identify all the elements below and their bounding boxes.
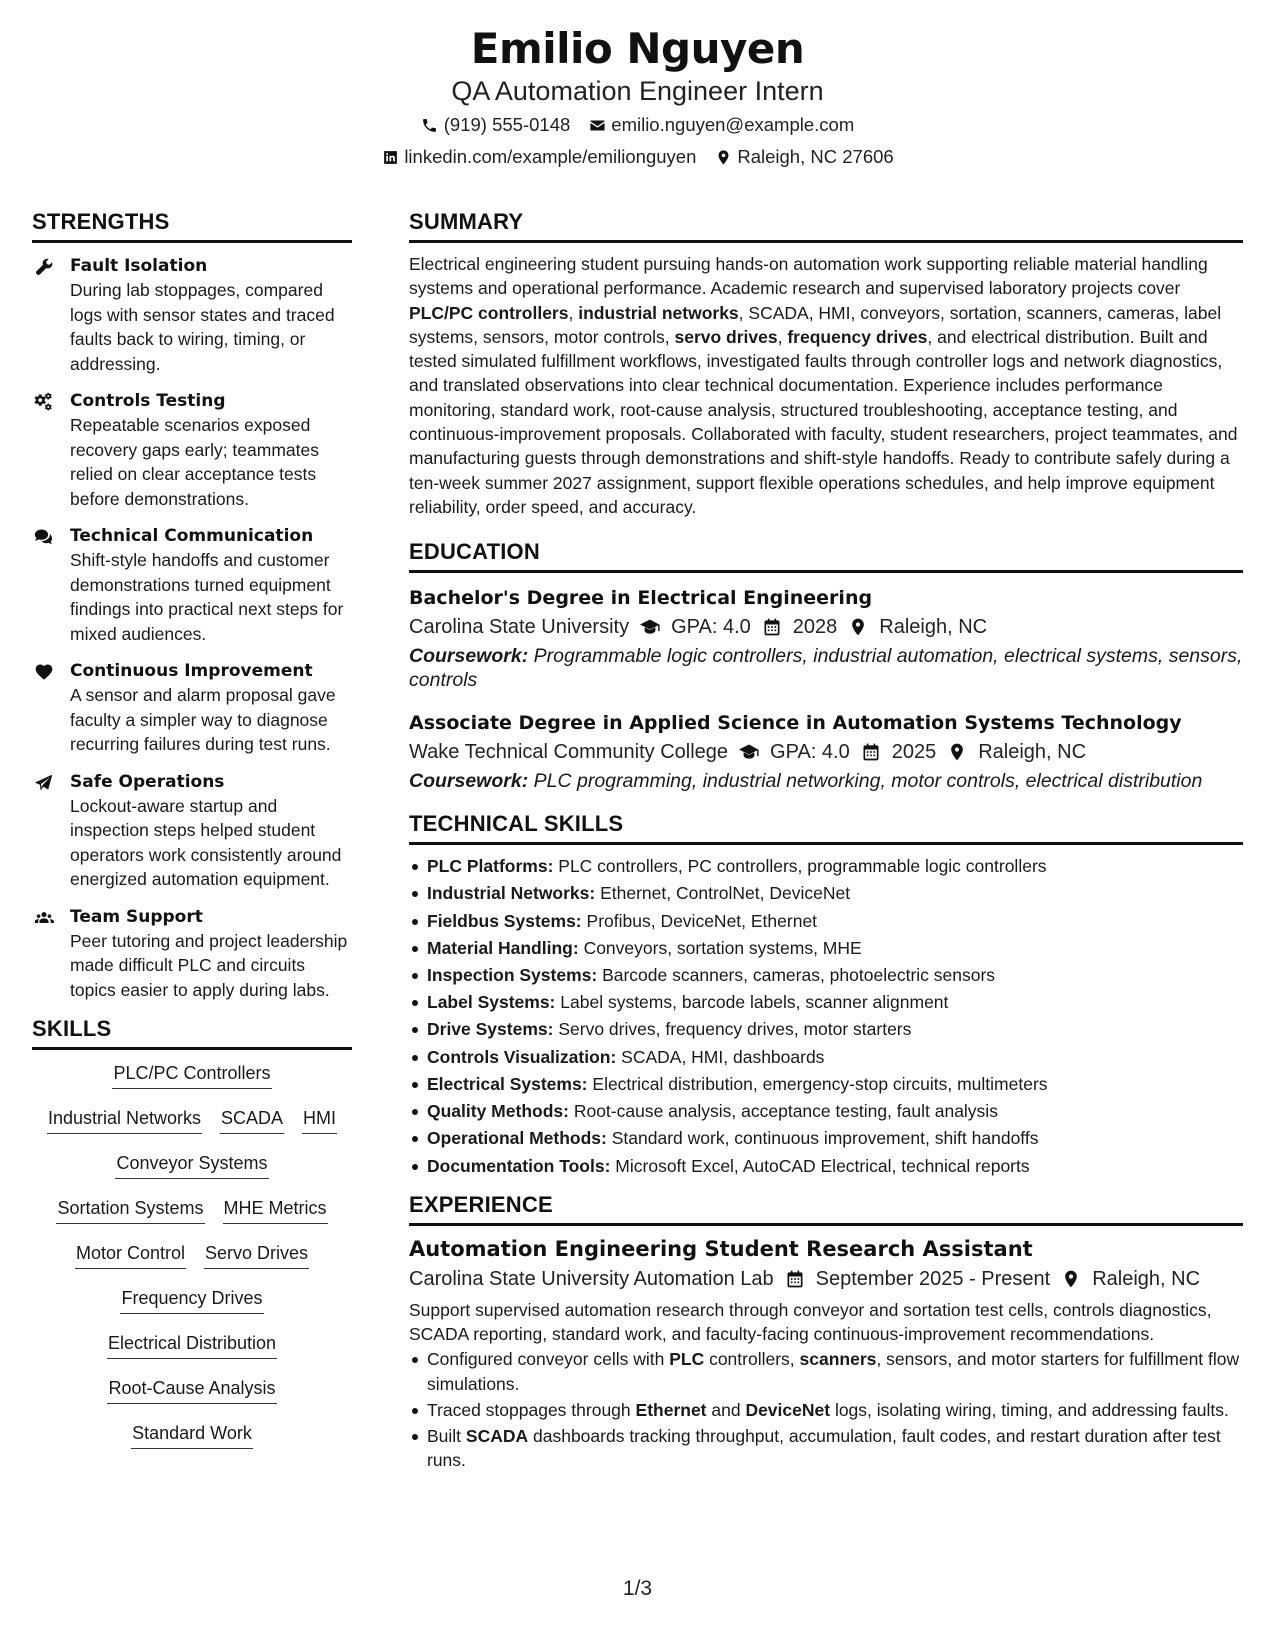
technical-skill-label: Drive Systems: [427,1019,554,1040]
skill-tag: Sortation Systems [56,1195,204,1224]
technical-skill-item [409,962,1243,989]
envelope-icon [588,116,606,134]
skill-tag: SCADA [220,1105,284,1134]
bold-term: PLC/PC controllers [409,302,569,323]
skill-row [47,1105,337,1150]
technical-skill-item [409,1016,1243,1043]
job-description: Support supervised automation research through conveyor and sortation test cells, controls diagnostics, SCADA reporting, standard work, and faculty-facing continuous-improvement recommendations. [409,1299,1212,1344]
skill-tag: Root-Cause Analysis [107,1375,276,1404]
school-name: Carolina State University [409,616,630,639]
strength-item [32,389,352,511]
technical-skill-item [409,1071,1243,1098]
technical-skill-item [409,1125,1243,1152]
technical-skill-label: Inspection Systems: [427,965,598,986]
skill-tag: Standard Work [131,1420,253,1449]
experience-item [409,1235,1243,1473]
strength-item [32,770,352,892]
job-bullet [409,1347,1243,1396]
text-segment: logs, isolating wiring, timing, and addressing faults. [830,1399,1229,1420]
text-segment: Built [427,1426,466,1447]
strength-title: Team Support [70,906,203,927]
strength-item [32,524,352,646]
school-name: Wake Technical Community College [409,741,729,764]
location-contact [714,142,893,172]
comments-icon [32,524,70,646]
technical-skill-item [409,908,1243,935]
job-bullet [409,1424,1243,1473]
linkedin-text[interactable]: linkedin.com/example/emilionguyen [404,146,697,167]
contact-row-1 [0,110,1275,140]
text-segment: dashboards tracking throughput, accumulation, fault codes, and restart duration after test runs. [427,1426,1221,1471]
skills-heading: SKILLS [32,1015,352,1050]
skill-row [56,1195,327,1240]
bold-term: DeviceNet [745,1399,831,1420]
technical-skill-item [409,880,1243,907]
text-segment: and [706,1399,746,1420]
strength-item [32,905,352,1003]
strength-item [32,254,352,376]
experience-section [409,1191,1243,1473]
skill-row [107,1375,276,1420]
technical-skill-label: Quality Methods: [427,1101,569,1122]
bold-term: frequency drives [787,326,928,347]
skill-tag: Motor Control [75,1240,186,1269]
job-title: Automation Engineering Student Research Assistant [409,1236,1033,1261]
job-location: Raleigh, NC [1092,1267,1201,1290]
technical-skill-value: Barcode scanners, cameras, photoelectric sensors [602,965,996,986]
technical-skills-section [409,810,1243,1179]
gears-icon [32,389,70,511]
coursework [409,769,1243,793]
text-segment: , [777,326,788,347]
gpa: GPA: 4.0 [770,741,850,764]
strength-title: Continuous Improvement [70,661,313,681]
education-item [409,585,1243,692]
strength-description: During lab stoppages, compared logs with sensor states and traced faults back to wiring, timing, or addressing. [70,280,335,374]
calendar-icon [860,741,882,763]
technical-skill-value: Electrical distribution, emergency-stop circuits, multimeters [592,1073,1048,1094]
technical-skill-label: Label Systems: [427,992,556,1013]
phone-contact [421,110,571,140]
left-column [32,208,352,1465]
email-text[interactable]: emilio.nguyen@example.com [611,114,855,135]
technical-skill-label: PLC Platforms: [427,856,554,877]
technical-skill-item [409,935,1243,962]
technical-skill-item [409,1044,1243,1071]
coursework-text: Programmable logic controllers, industrial automation, electrical systems, sensors, controls [409,645,1243,692]
skills-grid [32,1060,352,1465]
text-segment: , SCADA, HMI, conveyors, sortation, scanners, cameras, label systems, sensors, motor controls, [409,302,1222,347]
paper-plane-icon [32,770,70,892]
technical-skill-value: Microsoft Excel, AutoCAD Electrical, technical reports [615,1155,1030,1176]
phone-text: (919) 555-0148 [443,114,571,135]
text-segment: , and electrical distribution. Built and tested simulated fulfillment workflows, investigated faults through controller logs and network diagnostics, and translated observations into clear technical documentation. Experience includes performance monitoring, standard work, root-cause analysis, structured troubleshooting, acceptance testing, and continuous-improvement proposals. Collaborated with faculty, student researchers, project teammates, and manufacturing guests through demonstrations and shift-style handoffs. Ready to contribute safely during a ten-week summer 2027 assignment, support flexible operations schedules, and help improve equipment reliability, order speed, and accuracy. [409,326,1238,517]
technical-skill-item [409,853,1243,880]
strengths-list [32,254,352,1002]
technical-skills-heading: TECHNICAL SKILLS [409,810,1243,845]
gpa: GPA: 4.0 [671,616,751,639]
graduation-year: 2028 [792,616,838,639]
skill-tag: MHE Metrics [223,1195,328,1224]
heart-icon [32,659,70,757]
strength-body [70,524,352,646]
technical-skill-label: Controls Visualization: [427,1046,617,1067]
wrench-icon [32,254,70,376]
strength-body [70,770,352,892]
skill-row [112,1060,271,1105]
skill-tag: Conveyor Systems [115,1150,268,1179]
experience-heading: EXPERIENCE [409,1191,1243,1226]
strength-description: A sensor and alarm proposal gave faculty a simpler way to diagnose recurring failures during test runs. [70,685,336,754]
candidate-name: Emilio Nguyen [470,24,805,73]
school-location: Raleigh, NC [879,616,988,639]
strength-body [70,254,352,376]
text-segment: Electrical engineering student pursuing hands-on automation work supporting reliable material handling systems and operational performance. Academic research and supervised laboratory projects cover [409,254,1208,299]
coursework-label: Coursework: [409,770,529,793]
technical-skill-item [409,989,1243,1016]
strength-title: Technical Communication [70,526,314,546]
skill-tag: PLC/PC Controllers [112,1060,271,1089]
map-marker-icon [1060,1268,1082,1290]
technical-skill-label: Operational Methods: [427,1128,607,1149]
bold-term: servo drives [674,326,778,347]
experience-meta [409,1263,1243,1295]
strength-title: Fault Isolation [70,256,208,276]
job-bullet [409,1398,1243,1422]
education-section [409,538,1243,793]
text-segment: Configured conveyor cells with [427,1349,670,1370]
summary-heading: SUMMARY [409,208,1243,243]
map-marker-icon [714,148,732,166]
strength-title: Controls Testing [70,391,226,411]
job-bullets [409,1347,1243,1472]
education-meta [409,736,1243,768]
skill-row [107,1330,277,1375]
technical-skill-label: Material Handling: [427,937,579,958]
text-segment: Traced stoppages through [427,1399,636,1420]
education-item [409,710,1243,793]
bold-term: SCADA [465,1426,529,1447]
contact-row-2 [0,142,1275,172]
strength-description: Peer tutoring and project leadership made difficult PLC and circuits topics easier to apply during labs. [70,930,348,1000]
education-meta [409,611,1243,643]
technical-skill-value: Servo drives, frequency drives, motor starters [558,1019,912,1040]
technical-skill-label: Fieldbus Systems: [427,910,582,931]
experience-list [409,1235,1243,1473]
skill-row [131,1420,253,1465]
skill-tag: HMI [302,1105,337,1134]
calendar-icon [761,616,783,638]
coursework [409,644,1243,692]
skill-tag: Electrical Distribution [107,1330,277,1359]
summary-text [409,252,1243,519]
linkedin-icon [381,148,399,166]
technical-skill-item [409,1098,1243,1125]
users-icon [32,905,70,1003]
technical-skill-value: Conveyors, sortation systems, MHE [583,937,862,958]
organization-name: Carolina State University Automation Lab [409,1267,774,1290]
skill-tag: Servo Drives [204,1240,309,1269]
skills-section [32,1015,352,1465]
technical-skill-label: Industrial Networks: [427,883,596,904]
linkedin-contact[interactable] [381,142,696,172]
strength-item [32,659,352,757]
coursework-label: Coursework: [409,645,529,668]
bold-term: Ethernet [635,1399,707,1420]
technical-skill-item [409,1153,1243,1180]
skill-tag: Industrial Networks [47,1105,202,1134]
resume-header [0,22,1275,172]
strength-description: Shift-style handoffs and customer demonstrations turned equipment findings into practical next steps for mixed audiences. [70,550,344,644]
location-text: Raleigh, NC 27606 [737,146,894,167]
map-marker-icon [946,741,968,763]
graduation-cap-icon [738,741,760,763]
technical-skill-value: Root-cause analysis, acceptance testing, fault analysis [573,1101,998,1122]
education-heading: EDUCATION [409,538,1243,573]
strength-body [70,389,352,511]
degree-title: Associate Degree in Applied Science in Automation Systems Technology [409,712,1182,735]
text-segment: , [568,302,579,323]
calendar-icon [784,1268,806,1290]
skill-row [120,1285,263,1330]
text-segment: controllers, [704,1349,800,1370]
email-contact[interactable] [588,110,854,140]
right-column [409,208,1243,1475]
strength-title: Safe Operations [70,771,225,792]
strength-description: Lockout-aware startup and inspection steps helped student operators work consistently around energized automation equipment. [70,795,342,889]
bold-term: industrial networks [578,302,739,323]
technical-skill-value: Ethernet, ControlNet, DeviceNet [600,883,851,904]
text-segment: , sensors, and motor starters for fulfillment flow simulations. [427,1349,1240,1394]
graduation-cap-icon [639,616,661,638]
technical-skill-label: Electrical Systems: [427,1073,588,1094]
bold-term: PLC [669,1349,705,1370]
technical-skill-value: PLC controllers, PC controllers, programmable logic controllers [558,856,1047,877]
map-marker-icon [847,616,869,638]
strengths-heading: STRENGTHS [32,208,352,243]
technical-skill-value: Label systems, barcode labels, scanner alignment [560,992,949,1013]
skill-tag: Frequency Drives [120,1285,263,1314]
candidate-title: QA Automation Engineer Intern [451,76,824,106]
phone-icon [421,116,439,134]
technical-skills-list [409,853,1243,1179]
technical-skill-value: Profibus, DeviceNet, Ethernet [586,910,818,931]
coursework-text: PLC programming, industrial networking, motor controls, electrical distribution [533,770,1203,793]
page-indicator: 1/3 [622,1577,653,1600]
job-dates: September 2025 - Present [815,1267,1051,1290]
graduation-year: 2025 [891,741,937,764]
skill-row [115,1150,268,1195]
strength-body [70,659,352,757]
degree-title: Bachelor's Degree in Electrical Engineering [409,587,873,610]
bold-term: scanners [799,1349,877,1370]
school-location: Raleigh, NC [978,741,1087,764]
skill-row [75,1240,309,1285]
technical-skill-label: Documentation Tools: [427,1155,611,1176]
strength-body [70,905,352,1003]
strength-description: Repeatable scenarios exposed recovery gaps early; teammates relied on clear acceptance tests before demonstrations. [70,415,319,509]
technical-skill-value: SCADA, HMI, dashboards [621,1046,825,1067]
technical-skill-value: Standard work, continuous improvement, shift handoffs [611,1128,1039,1149]
education-list [409,585,1243,793]
